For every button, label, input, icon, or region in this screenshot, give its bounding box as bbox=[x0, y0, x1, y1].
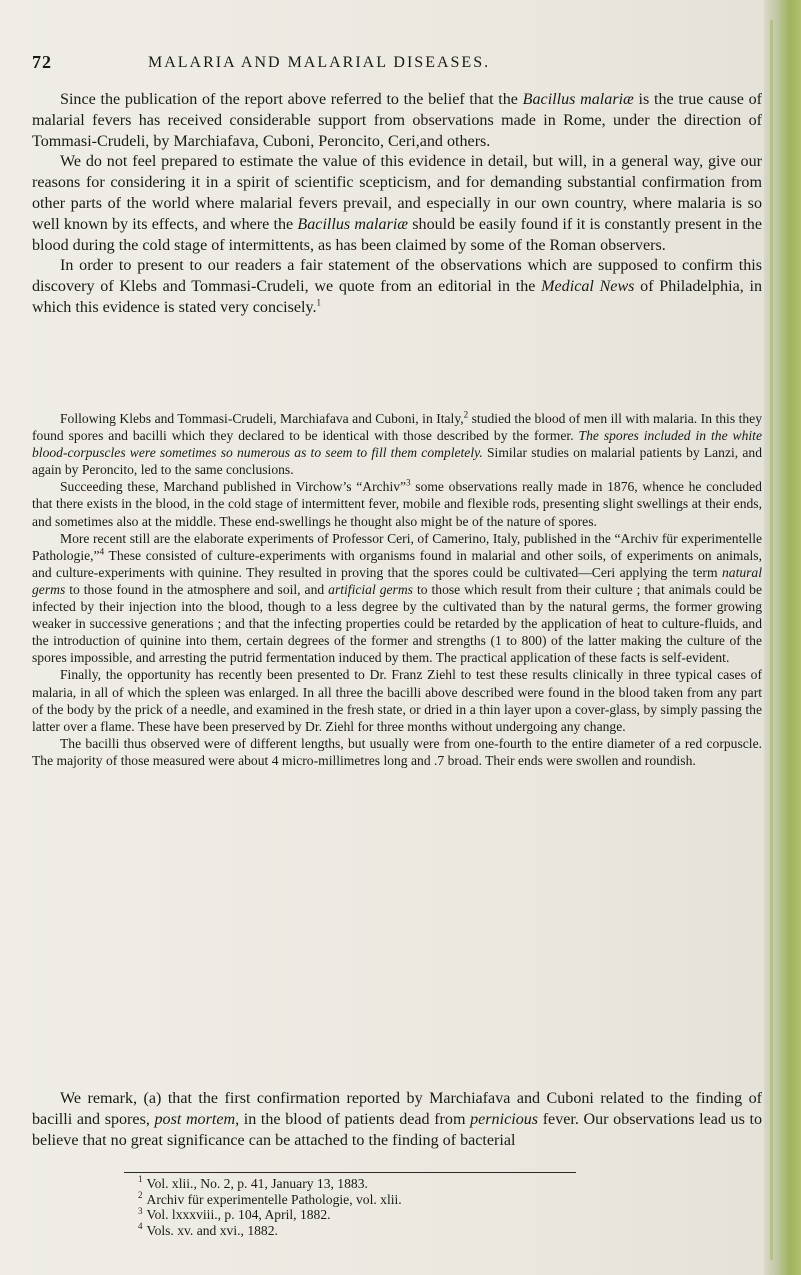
page-number: 72 bbox=[32, 52, 52, 72]
quote-paragraph-4: Finally, the opportunity has recently been presented to Dr. Franz Ziehl to test these results clinically in three typical cases of malaria, in all of which the spleen was enlarged. In all three the bacilli above described were found in the blood taken from any part of the body by the prick of a needle, and examined in the fresh state, or dried in a thin layer upon a cover-glass, by simply passing the latter over a flame. These have been preserved by Dr. Ziehl for three months without undergoing any change. bbox=[32, 667, 762, 734]
body-text-top bbox=[32, 90, 762, 319]
footnote: $^2$ Archiv für experimentelle Pathologie, vol. xlii. bbox=[138, 1190, 402, 1207]
running-head: MALARIA AND MALARIAL DISEASES. bbox=[148, 54, 491, 71]
paragraph-3: In order to present to our readers a fair statement of the observations which are supposed to confirm this discovery of Klebs and Tommasi-Crudeli, we quote from an editorial in the Medical News of Philadelphia, in which this evidence is stated very concisely.$^1$ bbox=[32, 257, 762, 316]
footnote-ref-3: 3 bbox=[406, 477, 411, 488]
quote-paragraph-3: More recent still are the elaborate experiments of Professor Ceri, of Camerino, Italy, published in the “Archiv für experimentelle Pathologie,”$^4$ These consisted of culture-experiments with organisms found in malarial and other soils, of experiments on animals, and culture-experiments with quinine. They resulted in proving that the spores could be cultivated—Ceri applying the term natural germs to those found in the atmosphere and soil, and artificial germs to those which result from their culture ; that animals could be infected by their injection into the blood, though to a less degree by the cultivated than by the natural germs, the former growing weaker in successive generations ; and that the infecting properties could be retarded by the application of heat to culture-fluids, and the introduction of quinine into them, certain degrees of the former and strengths (1 to 800) of the latter making the culture of the spores impossible, and arresting the putrid fermentation induced by them. The practical application of these facts is self-evident. bbox=[32, 530, 762, 666]
footnote: $^4$ Vols. xv. and xvi., 1882. bbox=[138, 1221, 278, 1238]
block-quote bbox=[32, 410, 762, 769]
footnotes bbox=[138, 1176, 758, 1238]
body-text-bottom bbox=[32, 1089, 762, 1151]
footnote: $^3$ Vol. lxxxviii., p. 104, April, 1882. bbox=[138, 1205, 331, 1223]
footnote-ref-4: 4 bbox=[99, 546, 105, 557]
footnote-divider bbox=[124, 1172, 576, 1173]
spine-shadow bbox=[770, 20, 773, 1260]
quote-paragraph-2: Succeeding these, Marchand published in Virchow’s “Archiv”$^3$ some observations really made in 1876, whence he concluded that there exists in the blood, in the cold stage of intermittent fever, mobile and flexible rods, presenting slight swellings at their ends, and sometimes also at the middle. These end-swellings he thought also might be of the nature of spores. bbox=[32, 477, 762, 529]
quote-paragraph-5: The bacilli thus observed were of different lengths, but usually were from one-fourth to the entire diameter of a red corpuscle. The majority of those measured were about 4 micro-millimetres long and .7 broad. Their ends were swollen and roundish. bbox=[32, 735, 762, 768]
page-header bbox=[32, 52, 762, 78]
paragraph-4: We remark, (a) that the first confirmation reported by Marchiafava and Cuboni related to the finding of bacilli and spores, post mortem, in the blood of patients dead from pernicious fever. Our observations lead us to believe that no great significance can be attached to the finding of bacterial bbox=[32, 1090, 763, 1149]
footnote: $^1$ Vol. xlii., No. 2, p. 41, January 13, 1883. bbox=[138, 1174, 368, 1191]
quote-paragraph-1: Following Klebs and Tommasi-Crudeli, Marchiafava and Cuboni, in Italy,$^2$ studied the blood of men ill with malaria. In this they found spores and bacilli which they declared to be identical with those described by the former. The spores included in the white blood-corpuscles were sometimes so numerous as to seem to fill them completely. Similar studies on malarial patients by Lanzi, and again by Peroncito, led to the same conclusions. bbox=[32, 409, 762, 478]
footnote-ref-1: 1 bbox=[316, 297, 322, 308]
paragraph-2: We do not feel prepared to estimate the value of this evidence in detail, but will, in a general way, give our reasons for considering it in a spirit of scientific scepticism, and for demanding substantial confirmation from other parts of the world where malarial fevers prevail, and especially in our own country, where malaria is so well known by its effects, and where the Bacillus malariæ should be easily found if it is constantly present in the blood during the cold stage of intermittents, as has been claimed by some of the Roman observers. bbox=[32, 153, 762, 254]
footnote-ref-2: 2 bbox=[463, 409, 469, 420]
paragraph-1: Since the publication of the report above referred to the belief that the Bacillus malariæ is the true cause of malarial fevers has received considerable support from observations made in Rome, under the direction of Tommasi-Crudeli, by Marchiafava, Cuboni, Peroncito, Ceri,and others. bbox=[32, 91, 762, 150]
